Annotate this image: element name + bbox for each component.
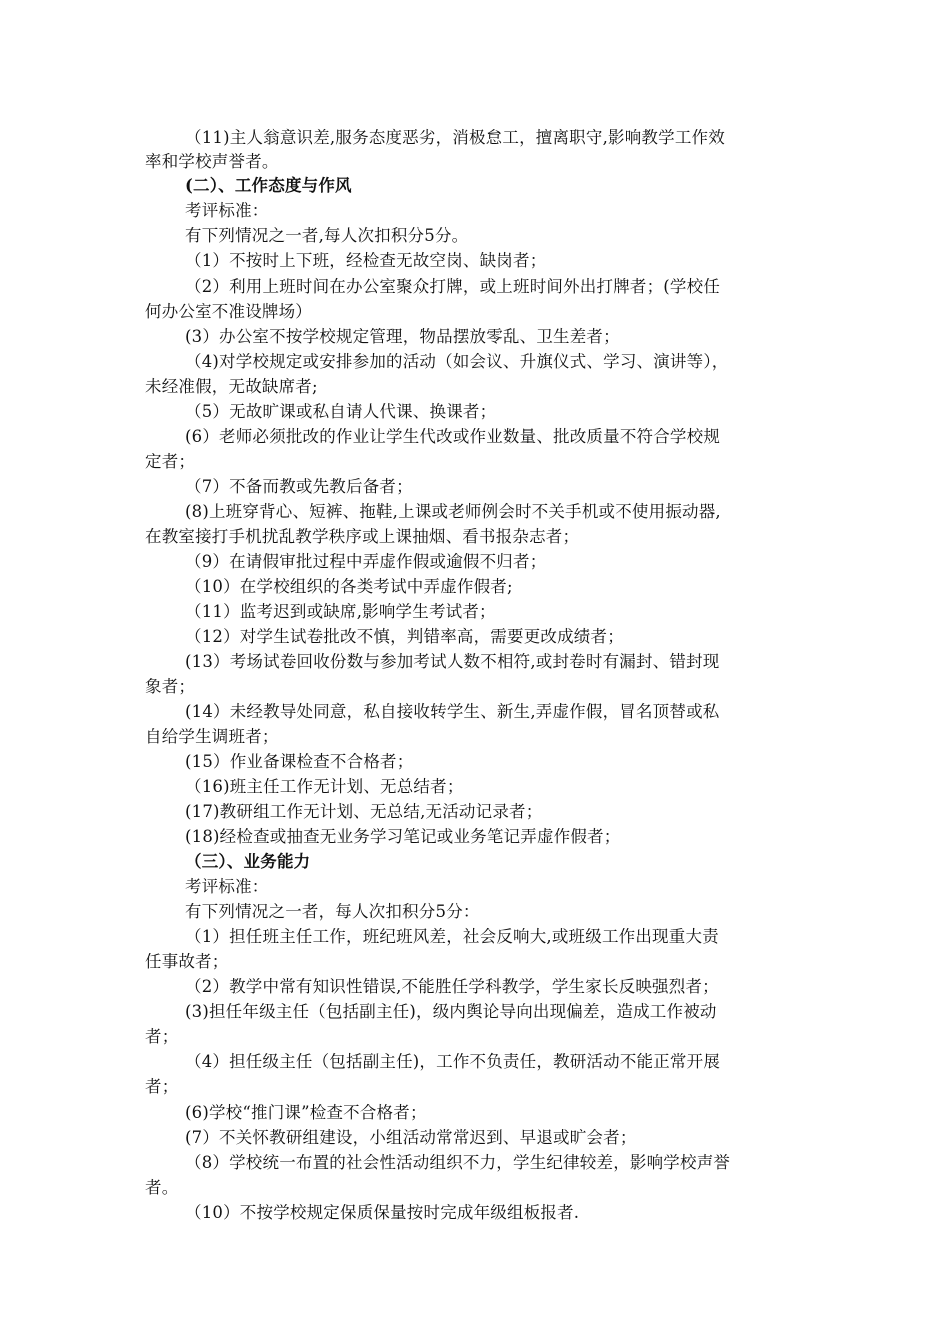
text-line: （11）监考迟到或缺席,影响学生考试者；	[185, 602, 496, 621]
text-line: （1）担任班主任工作，班纪班风差，社会反响大,或班级工作出现重大责	[185, 927, 719, 946]
text-line: (7）不关怀教研组建设，小组活动常常迟到、早退或旷会者；	[185, 1128, 637, 1147]
text-line: 在教室接打手机扰乱教学秩序或上课抽烟、看书报杂志者；	[145, 527, 580, 546]
text-line: (3）办公室不按学校规定管理，物品摆放零乱、卫生差者；	[185, 327, 620, 346]
text-line: 定者；	[145, 452, 196, 471]
section-heading: （三）、业务能力	[185, 852, 311, 871]
text-line: （7）不备而教或先教后备者；	[185, 477, 413, 496]
text-line: （16)班主任工作无计划、无总结者；	[185, 777, 464, 796]
text-line: 何办公室不准设牌场）	[145, 302, 312, 321]
text-line: (3)担任年级主任（包括副主任)，级内舆论导向出现偏差，造成工作被动	[185, 1002, 717, 1021]
text-line: 者；	[145, 1027, 179, 1046]
text-line: 未经准假，无故缺席者;	[145, 377, 318, 396]
text-line: （1）不按时上下班，经检查无故空岗、缺岗者；	[185, 251, 547, 270]
text-line: （10）不按学校规定保质保量按时完成年级组板报者.	[185, 1203, 580, 1222]
text-line: （5）无故旷课或私自请人代课、换课者；	[185, 402, 497, 421]
text-line: （4)对学校规定或安排参加的活动（如会议、升旗仪式、学习、演讲等），	[185, 352, 729, 371]
text-line: （9）在请假审批过程中弄虚作假或逾假不归者；	[185, 552, 547, 571]
text-line: (17)教研组工作无计划、无总结,无活动记录者；	[185, 802, 543, 821]
text-line: （11)主人翁意识差,服务态度恶劣，消极怠工，擅离职守,影响教学工作效	[185, 128, 725, 147]
text-line: 自给学生调班者；	[145, 727, 279, 746]
text-line: (6)学校“推门课”检查不合格者；	[185, 1103, 427, 1122]
text-line: （8）学校统一布置的社会性活动组织不力，学生纪律较差，影响学校声誉	[185, 1153, 731, 1172]
text-line: 象者；	[145, 677, 196, 696]
text-line: 考评标准：	[185, 877, 269, 896]
text-line: （2）利用上班时间在办公室聚众打牌，或上班时间外出打牌者；(学校任	[185, 277, 721, 296]
text-line: （2）教学中常有知识性错误,不能胜任学科教学，学生家长反映强烈者；	[185, 977, 719, 996]
text-line: （10）在学校组织的各类考试中弄虚作假者;	[185, 577, 513, 596]
text-line: (13）考场试卷回收份数与参加考试人数不相符,或封卷时有漏封、错封现	[185, 652, 720, 671]
text-line: (14）未经教导处同意，私自接收转学生、新生,弄虚作假，冒名顶替或私	[185, 702, 720, 721]
text-line: 有下列情况之一者,每人次扣积分5分。	[185, 226, 469, 245]
section-heading: (二）、工作态度与作风	[185, 176, 352, 195]
text-line: 者。	[145, 1178, 179, 1197]
text-line: （12）对学生试卷批改不慎，判错率高，需要更改成绩者；	[185, 627, 624, 646]
text-line: (6）老师必须批改的作业让学生代改或作业数量、批改质量不符合学校规	[185, 427, 721, 446]
text-line: (18)经检查或抽查无业务学习笔记或业务笔记弄虚作假者；	[185, 827, 621, 846]
text-line: 率和学校声誉者。	[145, 152, 279, 171]
text-line: 有下列情况之一者，每人次扣积分5分：	[185, 902, 480, 921]
text-line: (8)上班穿背心、短裤、拖鞋,上课或老师例会时不关手机或不使用振动器,	[185, 502, 721, 521]
text-line: 考评标准：	[185, 201, 269, 220]
text-line: 者；	[145, 1077, 179, 1096]
text-line: (15）作业备课检查不合格者；	[185, 752, 414, 771]
text-line: （4）担任级主任（包括副主任)，工作不负责任，教研活动不能正常开展	[185, 1052, 721, 1071]
text-line: 任事故者；	[145, 952, 229, 971]
